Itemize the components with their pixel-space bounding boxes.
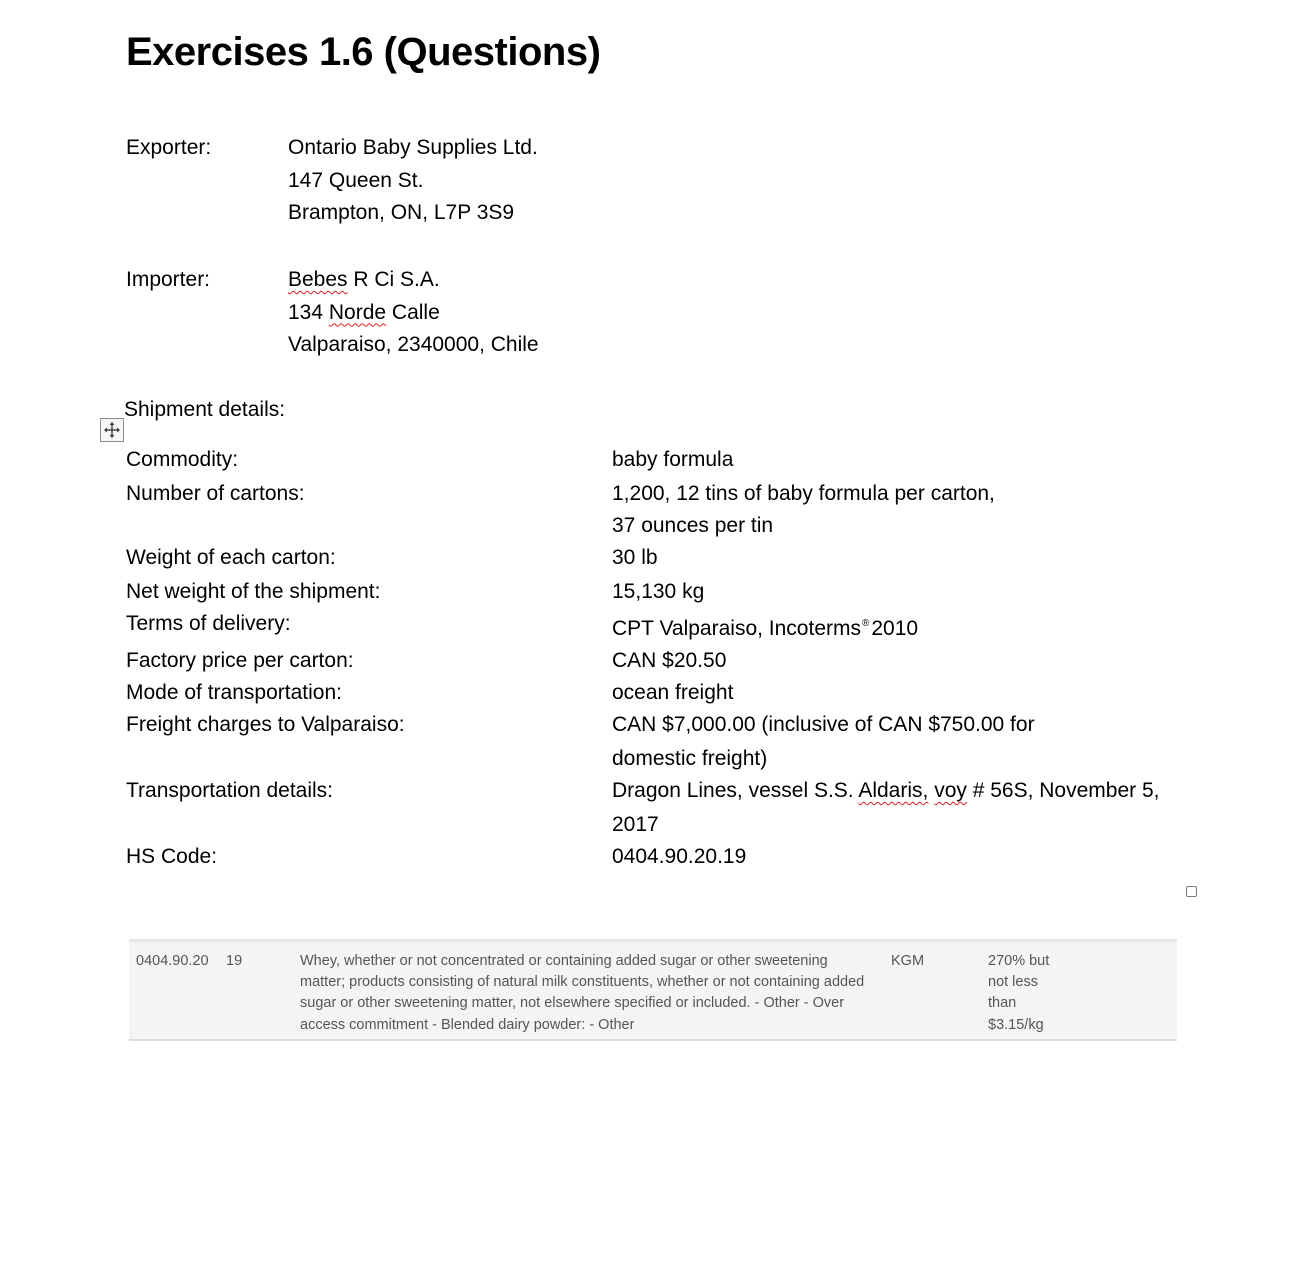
spellcheck-word[interactable]: Bebes: [288, 268, 348, 291]
detail-value: 0404.90.20.19: [612, 845, 747, 868]
detail-row-weight-each-carton: [126, 542, 1206, 574]
exporter-label: Exporter:: [126, 136, 212, 159]
detail-row-factory-price: [126, 645, 1206, 677]
detail-row-hs-code: [126, 841, 1206, 873]
registered-mark: ®: [862, 618, 870, 629]
detail-label: Transportation details:: [126, 779, 333, 802]
detail-label: Factory price per carton:: [126, 649, 354, 672]
table-move-handle[interactable]: [100, 418, 124, 442]
exporter-city: Brampton, ON, L7P 3S9: [288, 201, 515, 224]
tariff-rate: 270% but not less than $3.15/kg: [988, 953, 1050, 1033]
tariff-description: Whey, whether or not concentrated or containing added sugar or other sweetening matter; products consisting of natural milk constituents, whether or not containing added sugar or other sweetening matter, not elsewhere specified or included. - Other - Over access commitment - Blended dairy powder: - Other: [300, 953, 865, 1033]
tariff-unit-of-measure: KGM: [891, 953, 925, 969]
importer-street: 134 Norde Calle: [288, 300, 440, 324]
exporter-street: 147 Queen St.: [288, 168, 424, 192]
detail-row-transportation-details: [126, 775, 1206, 841]
move-arrows-icon: [103, 421, 121, 439]
detail-value: Dragon Lines, vessel S.S. Aldaris, voy # 56S, November 5, 2017: [612, 779, 1160, 836]
detail-value: 30 lb: [612, 546, 658, 569]
detail-value: ocean freight: [612, 681, 734, 704]
detail-row-commodity: [126, 444, 1206, 476]
table-resize-handle[interactable]: [1186, 886, 1197, 897]
importer-name: Bebes R Ci S.A.: [288, 268, 440, 291]
shipment-details-table: [126, 444, 1206, 873]
tariff-suffix: 19: [226, 953, 243, 969]
importer-label: Importer:: [126, 268, 211, 291]
page-title: Exercises 1.6 (Questions): [126, 30, 601, 74]
detail-label: Terms of delivery:: [126, 612, 291, 635]
importer-address: [288, 264, 539, 362]
shipment-details-heading: Shipment details:: [124, 398, 286, 421]
detail-label: Number of cartons:: [126, 482, 305, 505]
detail-value: 1,200, 12 tins of baby formula per carton, 37 ounces per tin: [612, 482, 995, 537]
tariff-classification-row: [129, 939, 1177, 1041]
spellcheck-word[interactable]: Aldaris,: [858, 779, 929, 802]
detail-row-terms-of-delivery: [126, 608, 1206, 645]
detail-row-freight-charges: [126, 709, 1206, 775]
detail-row-net-weight: [126, 576, 1206, 608]
detail-label: Commodity:: [126, 448, 239, 471]
importer-city: Valparaiso, 2340000, Chile: [288, 333, 539, 356]
detail-value: CAN $20.50: [612, 649, 727, 672]
detail-value: CAN $7,000.00 (inclusive of CAN $750.00 for domestic freight): [612, 713, 1035, 770]
detail-label: Net weight of the shipment:: [126, 580, 381, 603]
detail-row-number-of-cartons: [126, 478, 1206, 542]
detail-label: Freight charges to Valparaiso:: [126, 713, 405, 736]
spellcheck-word[interactable]: voy: [934, 779, 967, 802]
detail-label: Mode of transportation:: [126, 681, 342, 704]
detail-row-mode-of-transportation: [126, 677, 1206, 709]
exporter-address: [288, 132, 538, 230]
detail-label: HS Code:: [126, 845, 218, 868]
detail-value: CPT Valparaiso, Incoterms®2010: [612, 617, 919, 640]
detail-value: 15,130 kg: [612, 580, 705, 603]
tariff-item-number: 0404.90.20: [136, 953, 209, 969]
spellcheck-word[interactable]: Norde: [328, 300, 387, 324]
exporter-name: Ontario Baby Supplies Ltd.: [288, 136, 538, 159]
detail-label: Weight of each carton:: [126, 546, 336, 569]
detail-value: baby formula: [612, 448, 734, 471]
